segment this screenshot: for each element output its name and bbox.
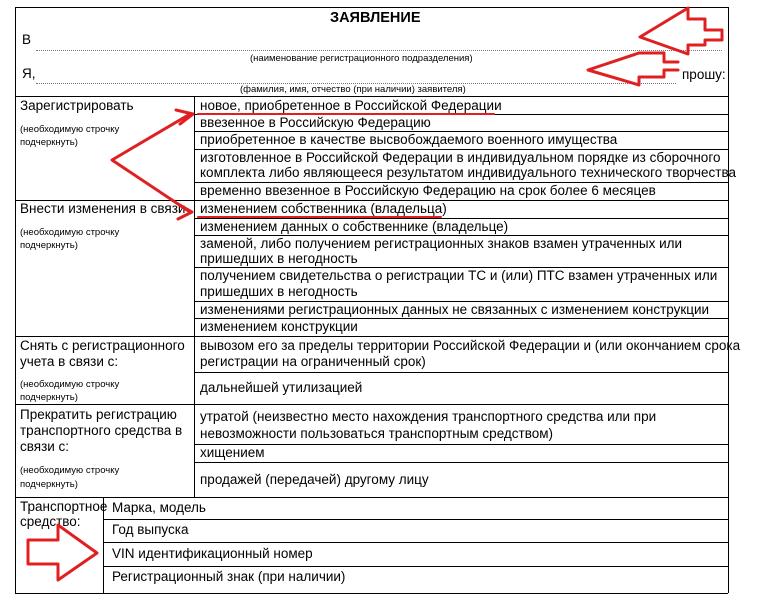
option-line[interactable]: продажей (передачей) другому лицу: [200, 472, 429, 487]
vehicle-field-label: Марка, модель: [112, 500, 206, 515]
section-title: связи с:: [20, 439, 70, 454]
section-title: Снять с регистрационного: [20, 338, 185, 353]
section-note: (необходимую строчку: [20, 379, 120, 390]
option-line[interactable]: утратой (неизвестно место нахождения транспортного средства или при: [200, 409, 657, 424]
section-title: Внести изменения в связи: [20, 201, 186, 216]
request-label: прошу:: [682, 67, 726, 82]
reg-unit-caption: (наименование регистрационного подразделения): [250, 53, 473, 64]
option-line[interactable]: пришедших в негодность: [200, 251, 358, 266]
form-title: ЗАЯВЛЕНИЕ: [330, 10, 421, 26]
option-line[interactable]: изменением конструкции: [200, 319, 358, 334]
section-title: Прекратить регистрацию: [20, 407, 177, 422]
option-line[interactable]: временно ввезенное в Российскую Федерацию на срок более 6 месяцев: [200, 183, 656, 198]
vehicle-field-label: Год выпуска: [112, 522, 189, 537]
applicant-caption: (фамилия, имя, отчество (при наличии) заявителя): [240, 84, 466, 95]
option-line[interactable]: пришедших в негодность: [200, 284, 358, 299]
vehicle-label: Транспортное: [20, 499, 108, 514]
arrowhead-icon: [178, 204, 192, 219]
arrow-left-icon: [588, 53, 678, 85]
option-line[interactable]: ввезенное в Российскую Федерацию: [200, 115, 431, 130]
option-line[interactable]: комплекта либо являющееся результатом индивидуального технического творчества: [200, 165, 736, 180]
section-note: подчеркнуть): [20, 137, 78, 148]
option-line[interactable]: хищением: [200, 445, 265, 460]
section-title: учета в связи с:: [20, 354, 119, 369]
option-line[interactable]: изменением собственника (владельца): [200, 201, 447, 216]
option-line[interactable]: новое, приобретенное в Российской Федерации: [200, 98, 502, 113]
option-line[interactable]: вывозом его за пределы территории Российской Федерации и (или окончанием срока: [200, 338, 741, 353]
to-label: В: [22, 32, 32, 47]
section-note: подчеркнуть): [20, 240, 78, 251]
pointer-arrow-icon: [112, 114, 190, 212]
option-line[interactable]: приобретенное в качестве высвобождаемого военного имущества: [200, 132, 618, 147]
option-line[interactable]: заменой, либо получением регистрационных знаков взамен утраченных или: [200, 236, 683, 251]
option-line[interactable]: получением свидетельства о регистрации ТС и (или) ПТС взамен утраченных или: [200, 268, 718, 283]
section-note: подчеркнуть): [20, 479, 78, 490]
option-line[interactable]: невозможности пользоваться транспортным средством): [200, 426, 554, 441]
section-note: подчеркнуть): [20, 392, 78, 403]
section-note: (необходимую строчку: [20, 227, 120, 238]
option-line[interactable]: дальнейшей утилизацией: [200, 380, 363, 395]
applicant-label: Я,: [22, 66, 36, 81]
option-line[interactable]: изготовленное в Российской Федерации в индивидуальном порядке из сборочного: [200, 150, 721, 165]
vehicle-label: средство:: [20, 514, 81, 529]
section-title: транспортного средства в: [20, 423, 183, 438]
vehicle-field-label: Регистрационный знак (при наличии): [112, 569, 346, 584]
option-line[interactable]: регистрации на ограниченный срок): [200, 354, 426, 369]
option-line[interactable]: изменением данных о собственнике (владельце): [200, 219, 509, 234]
arrow-left-icon: [640, 8, 722, 54]
section-note: (необходимую строчку: [20, 124, 120, 135]
section-title: Зарегистрировать: [20, 98, 134, 113]
option-line[interactable]: изменениями регистрационных данных не связанных с изменением конструкции: [200, 302, 710, 317]
vehicle-field-label: VIN идентификационный номер: [112, 546, 313, 561]
section-note: (необходимую строчку: [20, 465, 120, 476]
arrow-right-icon: [28, 525, 97, 580]
